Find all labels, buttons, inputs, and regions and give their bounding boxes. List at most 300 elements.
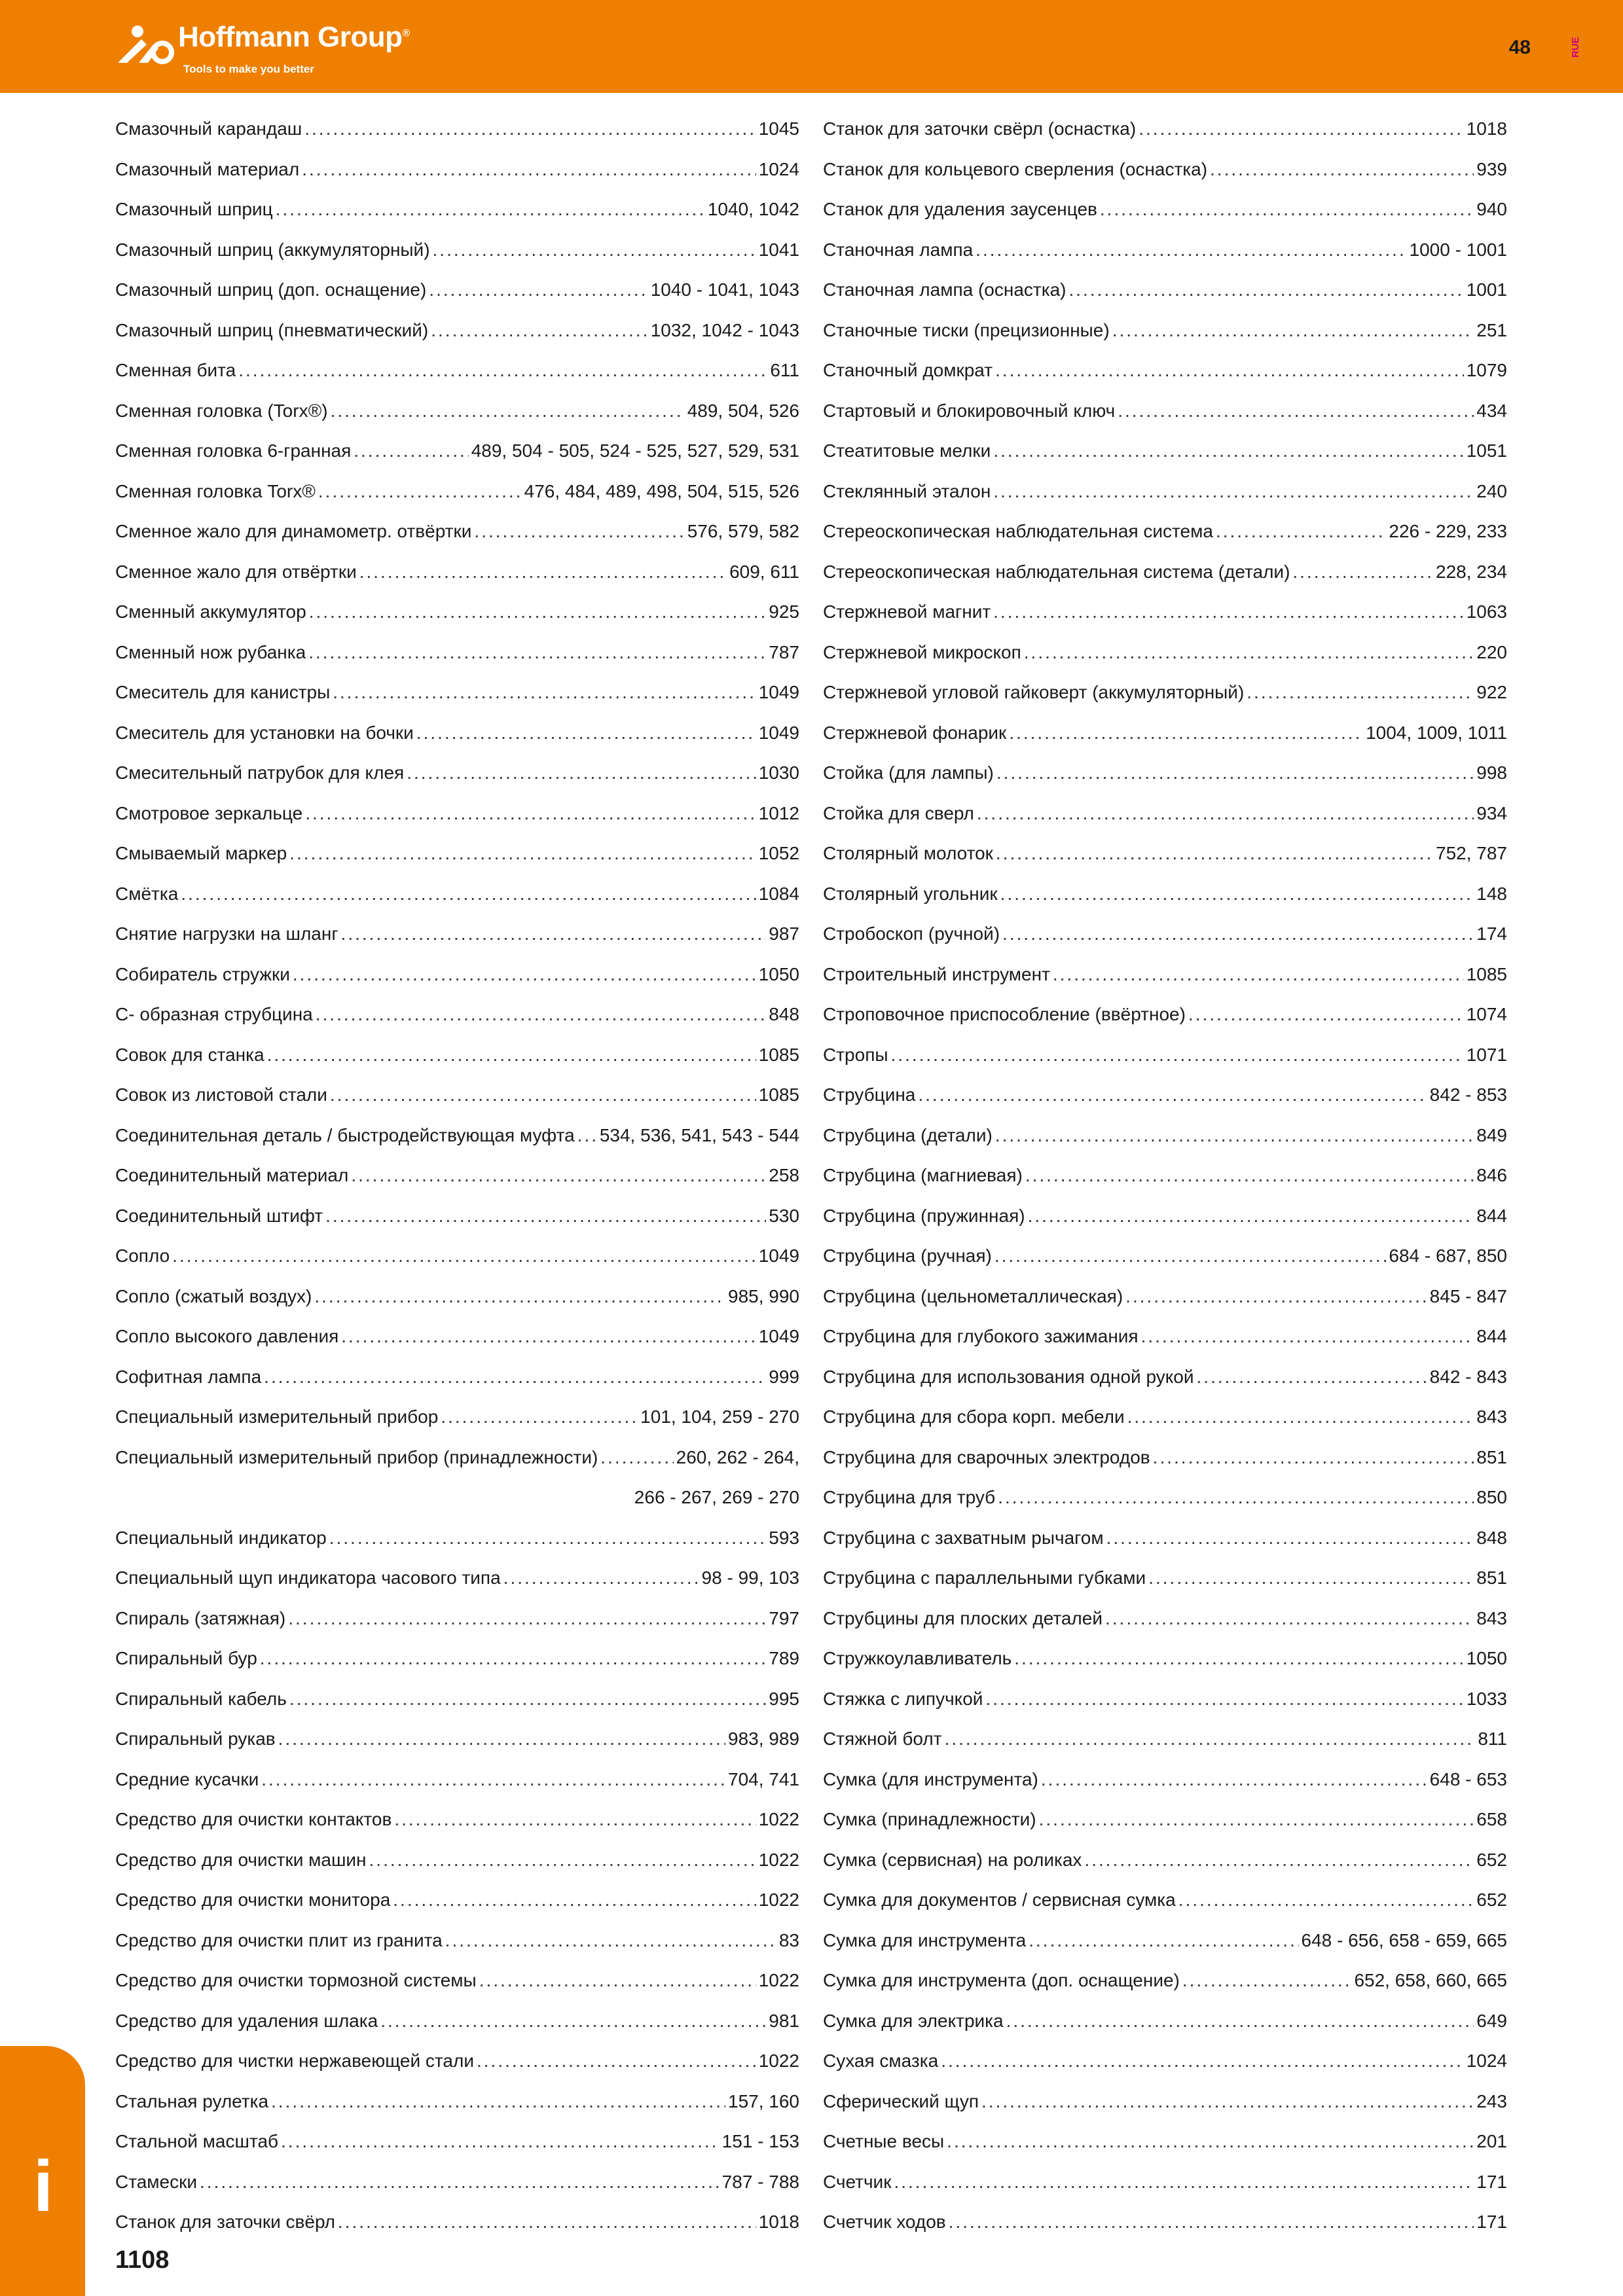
index-entry [115,1598,799,1639]
index-entry [823,1719,1507,1759]
index-term: Сферический щуп [823,2090,979,2111]
index-term: Стеклянный эталон [823,480,991,501]
index-term: Стружкоулавливатель [823,1648,1012,1668]
index-term: Средство для очистки монитора [115,1890,391,1910]
index-pages: 1049 [758,682,799,702]
index-term: Стальная рулетка [115,2090,269,2111]
page-number: 1108 [115,2246,170,2274]
index-term: Совок для станка [115,1044,264,1065]
dot-leader [890,1035,1463,1075]
index-term: Сменное жало для отвёртки [115,561,357,582]
index-entry [115,833,799,874]
index-entry [823,1679,1507,1719]
index-pages: 981 [769,2010,799,2031]
index-pages: 999 [769,1366,799,1387]
index-term: Смазочный материал [115,158,300,179]
index-pages: 83 [778,1929,799,1950]
dot-leader [1105,1598,1474,1639]
index-pages: 609, 611 [729,561,799,582]
dot-leader [393,1880,756,1920]
index-term: Смотровое зеркальце [115,802,303,823]
index-term: Струбцина для сбора корп. мебели [823,1407,1125,1427]
index-term: Смазочный шприц (доп. оснащение) [115,279,427,300]
dot-leader [993,431,1463,471]
index-pages: 652 [1476,1849,1507,1870]
index-entry [115,149,799,190]
index-pages: 226 - 229, 233 [1389,521,1507,541]
info-section-tab [0,2046,85,2296]
index-pages: 846 [1476,1165,1507,1185]
index-pages: 530 [769,1205,799,1226]
index-entry [115,994,799,1035]
dot-leader [993,592,1464,632]
index-pages: 171 [1476,2171,1507,2192]
dot-leader [1118,391,1474,431]
dot-leader [1006,2001,1474,2041]
index-pages: 752, 787 [1436,843,1507,863]
index-term: Спиральный кабель [115,1688,287,1709]
index-term: Счетчик [823,2171,892,2192]
index-entry [823,1638,1507,1679]
index-entry [823,1236,1507,1276]
index-pages: 576, 579, 582 [687,521,799,541]
index-entry [115,2121,799,2162]
dot-leader [996,753,1474,793]
index-term: Специальный щуп индикатора часового типа [115,1568,501,1588]
index-entry [115,1075,799,1115]
index-pages: 934 [1476,802,1507,823]
index-entry [823,2041,1507,2081]
index-pages: 789 [769,1648,799,1668]
index-entry [823,1799,1507,1840]
index-pages: 850 [1476,1487,1507,1507]
dot-leader [316,994,767,1035]
index-term: Стержневой угловой гайковерт (аккумуляторный) [823,682,1245,702]
language-code: RUE [1570,37,1581,58]
dot-leader [994,1236,1387,1276]
dot-leader [281,2121,720,2162]
index-term: Сменное жало для динамометр. отвёртки [115,521,472,541]
index-column-right [823,109,1507,2242]
index-pages: 534, 536, 541, 543 - 544 [599,1124,799,1145]
index-pages: 1022 [758,1970,799,1990]
index-entry [823,1840,1507,1880]
index-entry [823,1960,1507,2001]
dot-leader [1041,1759,1427,1800]
index-term: Сумка (сервисная) на роликах [823,1849,1082,1870]
dot-leader [1024,632,1474,673]
dot-leader [338,2202,756,2242]
index-term: Смазочный шприц (пневматический) [115,319,429,340]
index-term: Сменная головка 6-гранная [115,440,352,461]
index-entry [115,1437,799,1478]
dot-leader [429,270,647,310]
dot-leader [267,1035,756,1075]
index-entry [115,1638,799,1679]
index-term: Средство для удаления шлака [115,2010,378,2031]
index-pages: 842 - 853 [1429,1085,1507,1105]
dot-leader [918,1075,1427,1115]
dot-leader [945,1719,1476,1759]
index-entry [823,471,1507,512]
index-term: Строповочное приспособление (ввёртное) [823,1004,1186,1024]
index-entry [115,1276,799,1317]
index-term: Смазочный шприц (аккумуляторный) [115,239,430,260]
index-term: Стереоскопическая наблюдательная система (детали) [823,561,1290,582]
dot-leader [333,672,756,713]
index-entry [115,350,799,391]
dot-leader [200,2162,720,2202]
dot-leader [354,431,468,471]
index-term: Спиральный рукав [115,1729,276,1749]
dot-leader [1112,310,1474,351]
index-pages: 1085 [1466,963,1507,984]
index-term: Смесительный патрубок для клея [115,762,405,783]
index-term: Средство для очистки плит из гранита [115,1929,443,1950]
dot-leader [1216,511,1386,552]
index-term: Стартовый и блокировочный ключ [823,400,1116,421]
index-entry [115,2081,799,2122]
index-term: Спираль (затяжная) [115,1607,286,1628]
index-entry [823,1477,1507,1518]
index-pages: 201 [1476,2131,1507,2151]
dot-leader [1100,189,1474,230]
dot-leader [503,1558,699,1598]
dot-leader [172,1236,756,1276]
index-pages: 1045 [758,118,799,139]
index-entry [115,874,799,914]
index-entry [115,2162,799,2202]
dot-leader [407,753,756,793]
index-entry [115,1155,799,1196]
dot-leader [271,2081,725,2122]
index-entry [115,1558,799,1598]
index-term: Соединительная деталь / быстродействующая муфта [115,1124,575,1145]
index-entry [115,431,799,471]
index-entry [823,753,1507,793]
index-term: Средство для очистки машин [115,1849,367,1870]
index-entry [115,1316,799,1357]
index-pages: 1052 [758,843,799,863]
index-term: Сухая смазка [823,2051,939,2071]
index-entry [823,431,1507,471]
index-term: Специальный измерительный прибор (принадлежности) [115,1446,598,1467]
dot-leader [1068,270,1463,310]
dot-leader [325,1196,766,1236]
index-term: Сумка для электрика [823,2010,1004,2031]
index-pages: 476, 484, 489, 498, 504, 515, 526 [524,480,799,501]
index-pages: 1000 - 1001 [1409,239,1507,260]
index-pages: 174 [1476,924,1507,944]
dot-leader [995,1115,1474,1156]
index-pages: 1001 [1466,279,1507,300]
index-pages: 489, 504 - 505, 524 - 525, 527, 529, 531 [471,440,799,461]
dot-leader [289,833,756,874]
index-term: Станочный домкрат [823,360,993,380]
index-entry [115,1920,799,1961]
index-entry [823,994,1507,1035]
dot-leader [1182,1960,1352,2001]
index-term: Стержневой микроскоп [823,641,1021,662]
index-entry [823,109,1507,149]
dot-leader [359,552,727,592]
index-pages: 1085 [758,1085,799,1105]
dot-leader [1141,1316,1474,1357]
index-entry [823,1316,1507,1357]
index-entry [823,1397,1507,1437]
dot-leader [445,1920,776,1961]
index-pages: 251 [1476,319,1507,340]
index-entry [823,391,1507,431]
dot-leader [976,230,1406,270]
dot-leader [1002,914,1474,954]
index-pages: 652, 658, 660, 665 [1354,1970,1507,1990]
index-entry [115,2041,799,2081]
index-term: Сменная бита [115,360,236,380]
index-entry [115,672,799,713]
index-pages: 849 [1476,1124,1507,1145]
index-pages: 1049 [758,722,799,743]
dot-leader [433,230,756,270]
index-entry [823,1558,1507,1598]
index-term: Стереоскопическая наблюдательная система [823,521,1213,541]
index-pages: 1040, 1042 [707,199,799,219]
index-entry [115,391,799,431]
dot-leader [1127,1397,1474,1437]
index-entry [115,1880,799,1920]
index-entry [115,1960,799,2001]
index-entry [823,1880,1507,1920]
dot-leader [309,592,767,632]
index-pages: 658 [1476,1809,1507,1829]
index-entry [115,1679,799,1719]
dot-leader [474,511,684,552]
index-entry [823,914,1507,954]
index-entry [115,471,799,512]
dot-leader [949,2202,1474,2242]
index-pages: 1051 [1466,440,1507,461]
index-pages: 797 [769,1607,799,1628]
dot-leader [380,2001,766,2041]
index-pages: 787 - 788 [721,2171,799,2192]
index-entry [115,1477,799,1518]
index-term: Специальный измерительный прибор [115,1407,439,1427]
index-entry [115,109,799,149]
index-pages: 1084 [758,883,799,904]
index-pages: 998 [1476,762,1507,783]
index-term: Струбцина [823,1085,916,1105]
index-term: Струбцина (цельнометаллическая) [823,1285,1123,1306]
index-term: Стальной масштаб [115,2131,279,2151]
index-term: Струбцина для сварочных электродов [823,1446,1150,1467]
index-entry [115,1759,799,1800]
index-term: Сменная головка Torx® [115,480,316,501]
index-pages: 844 [1476,1205,1507,1226]
index-term: Смазочный карандаш [115,118,302,139]
index-term: Станок для кольцевого сверления (оснастка) [823,158,1208,179]
index-term: Струбцина (магниевая) [823,1165,1023,1185]
index-entry [823,511,1507,552]
index-term: Струбцина с параллельными губками [823,1568,1146,1588]
index-entry [115,2202,799,2242]
index-term: С- образная струбцина [115,1004,313,1024]
dot-leader [318,471,522,512]
index-entry [823,632,1507,673]
index-term: Сопло [115,1246,170,1266]
dot-leader [477,2041,756,2081]
dot-leader [995,350,1464,391]
index-term: Струбцина (ручная) [823,1246,992,1266]
index-entry [823,874,1507,914]
index-entry [823,1155,1507,1196]
dot-leader [977,793,1474,834]
dot-leader [394,1799,756,1840]
index-pages: 101, 104, 259 - 270 [640,1407,799,1427]
index-term: Стяжной болт [823,1729,942,1749]
index-pages: 1071 [1466,1044,1507,1065]
dot-leader [1197,1357,1427,1397]
dot-leader [304,109,756,149]
index-term: Сопло (сжатый воздух) [115,1285,312,1306]
index-pages: 845 - 847 [1429,1285,1507,1306]
index-term: Струбцина для использования одной рукой [823,1366,1194,1387]
index-entry [115,954,799,995]
index-pages: 1041 [758,239,799,260]
index-entry [115,592,799,632]
dot-leader [993,471,1474,512]
index-pages: 1049 [758,1326,799,1346]
brand-name: Hoffmann Group® [178,21,410,53]
index-term: Снятие нагрузки на шланг [115,924,338,944]
index-term: Струбцины для плоских деталей [823,1607,1103,1628]
index-pages: 157, 160 [728,2090,799,2111]
index-pages: 1012 [758,802,799,823]
index-pages: 922 [1476,682,1507,702]
index-entry [115,230,799,270]
dot-leader [314,1276,725,1317]
hoffmann-logo-icon [113,22,178,68]
index-entry [823,1196,1507,1236]
index-pages: 848 [1476,1527,1507,1548]
index-pages: 851 [1476,1446,1507,1467]
dot-leader [1053,954,1464,995]
index-entry [823,1598,1507,1639]
dot-leader [302,149,756,190]
index-term: Сменная головка (Torx®) [115,400,328,421]
dot-leader [293,954,756,995]
index-term: Средние кусачки [115,1768,259,1789]
dot-leader [947,2121,1474,2162]
dot-leader [329,1518,767,1558]
index-entry [115,1357,799,1397]
index-pages: 593 [769,1527,799,1548]
index-pages: 985, 990 [728,1285,799,1306]
index-pages: 983, 989 [728,1729,799,1749]
index-entry [823,2081,1507,2122]
index-pages: 1049 [758,1246,799,1266]
dot-leader [1028,1196,1474,1236]
index-entry [823,2121,1507,2162]
index-term: Счетные весы [823,2131,945,2151]
index-pages: 258 [769,1165,799,1185]
index-entry [823,270,1507,310]
dot-leader [441,1397,638,1437]
dot-leader [998,1477,1474,1518]
index-term: Сменный аккумулятор [115,601,306,622]
dot-leader [181,874,756,914]
index-entry [823,592,1507,632]
index-term: Счетчик ходов [823,2212,946,2232]
index-pages: 848 [769,1004,799,1024]
index-term: Смеситель для канистры [115,682,331,702]
index-entry [115,189,799,230]
index-term: Струбцина для труб [823,1487,996,1507]
dot-leader [981,2081,1474,2122]
index-pages: 1022 [758,1890,799,1910]
index-term: Стробоскоп (ручной) [823,924,1000,944]
index-pages: 489, 504, 526 [687,400,799,421]
index-entry [115,552,799,592]
dot-leader [369,1840,756,1880]
index-entry [823,310,1507,351]
index-pages: 652 [1476,1890,1507,1910]
dot-leader [351,1155,766,1196]
index-pages: 220 [1476,641,1507,662]
index-term: Стропы [823,1044,888,1065]
page-header [0,0,1623,93]
index-pages: 842 - 843 [1429,1366,1507,1387]
index-pages: 434 [1476,400,1507,421]
dot-leader [1014,1638,1463,1679]
dot-leader [1009,713,1363,753]
index-term: Соединительный штифт [115,1205,323,1226]
dot-leader [341,914,767,954]
dot-leader [288,1598,766,1639]
index-entry [823,1075,1507,1115]
index-entry [823,2001,1507,2041]
index-term: Столярный угольник [823,883,998,904]
index-term: Сопло высокого давления [115,1326,339,1346]
index-entry [823,1920,1507,1961]
index-term: Станок для заточки свёрл [115,2212,335,2232]
dot-leader [278,1719,725,1759]
index-pages: 851 [1476,1568,1507,1588]
index-entry [823,1115,1507,1156]
index-term: Смеситель для установки на бочки [115,722,414,743]
index-entry [823,1759,1507,1800]
index-pages: 1050 [758,963,799,984]
index-term: Сумка (для инструмента) [823,1768,1038,1789]
index-term: Струбцина (детали) [823,1124,993,1145]
index-term: Смазочный шприц [115,199,273,219]
index-entry [115,914,799,954]
dot-leader [600,1437,673,1478]
index-pages: 1074 [1466,1004,1507,1024]
index-pages: 704, 741 [728,1768,799,1789]
index-pages: 925 [769,601,799,622]
index-pages: 148 [1476,883,1507,904]
dot-leader [985,1679,1463,1719]
index-entry [823,1518,1507,1558]
index-entry [823,1437,1507,1478]
index-pages: 1004, 1009, 1011 [1366,722,1507,743]
dot-leader [1029,1920,1298,1961]
dot-leader [416,713,756,753]
index-pages: 1022 [758,1809,799,1829]
index-entry [823,954,1507,995]
index-entry [823,552,1507,592]
index-term: Стяжка с липучкой [823,1688,983,1709]
